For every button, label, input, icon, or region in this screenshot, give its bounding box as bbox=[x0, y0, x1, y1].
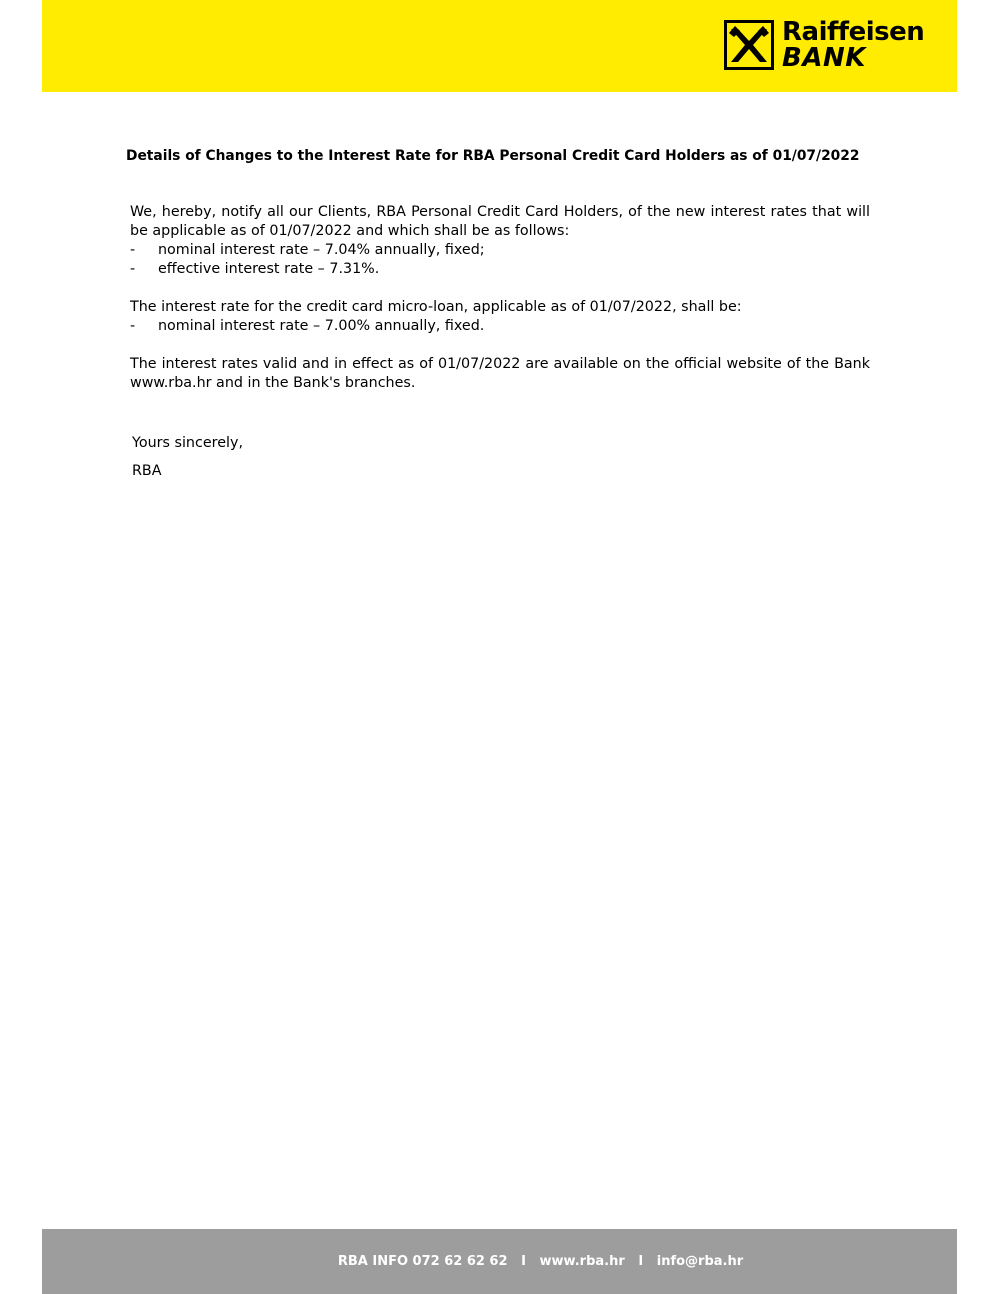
availability-paragraph: The interest rates valid and in effect as of 01/07/2022 are available on the official website of the Bank www.rba.hr and in the Bank's branches. bbox=[130, 356, 870, 391]
micro-loan-paragraph: The interest rate for the credit card micro-loan, applicable as of 01/07/2022, shall be: bbox=[130, 299, 742, 315]
logo-line-raiffeisen: Raiffeisen bbox=[782, 17, 925, 47]
document-body bbox=[130, 203, 870, 393]
bullet-text: effective interest rate – 7.31%. bbox=[158, 261, 380, 277]
signature: RBA bbox=[132, 463, 162, 479]
bullet-marker: - bbox=[130, 242, 136, 258]
footer-band bbox=[42, 1229, 957, 1294]
header-band bbox=[42, 0, 957, 92]
closing-block bbox=[132, 434, 243, 481]
bullet-marker: - bbox=[130, 261, 136, 277]
list-item bbox=[130, 241, 870, 260]
logo-wordmark bbox=[782, 19, 924, 71]
logo-line-bank: BANK bbox=[782, 43, 866, 73]
raiffeisen-bank-logo bbox=[724, 18, 924, 72]
bullet-text: nominal interest rate – 7.00% annually, fixed. bbox=[158, 318, 485, 334]
footer-contact: RBA INFO 072 62 62 62 I www.rba.hr I info@rba.hr bbox=[337, 1254, 744, 1269]
closing-salutation: Yours sincerely, bbox=[132, 435, 243, 451]
bullet-text: nominal interest rate – 7.04% annually, fixed; bbox=[158, 242, 485, 258]
notice-paragraph: We, hereby, notify all our Clients, RBA Personal Credit Card Holders, of the new interest rates that will be applicable as of 01/07/2022 and which shall be as follows: bbox=[130, 204, 870, 239]
document-title: Details of Changes to the Interest Rate for RBA Personal Credit Card Holders as of 01/07/2022 bbox=[126, 148, 860, 164]
list-item bbox=[130, 317, 870, 336]
raiffeisen-gable-cross-icon bbox=[724, 20, 774, 70]
bullet-marker: - bbox=[130, 318, 136, 334]
list-item bbox=[130, 260, 870, 279]
